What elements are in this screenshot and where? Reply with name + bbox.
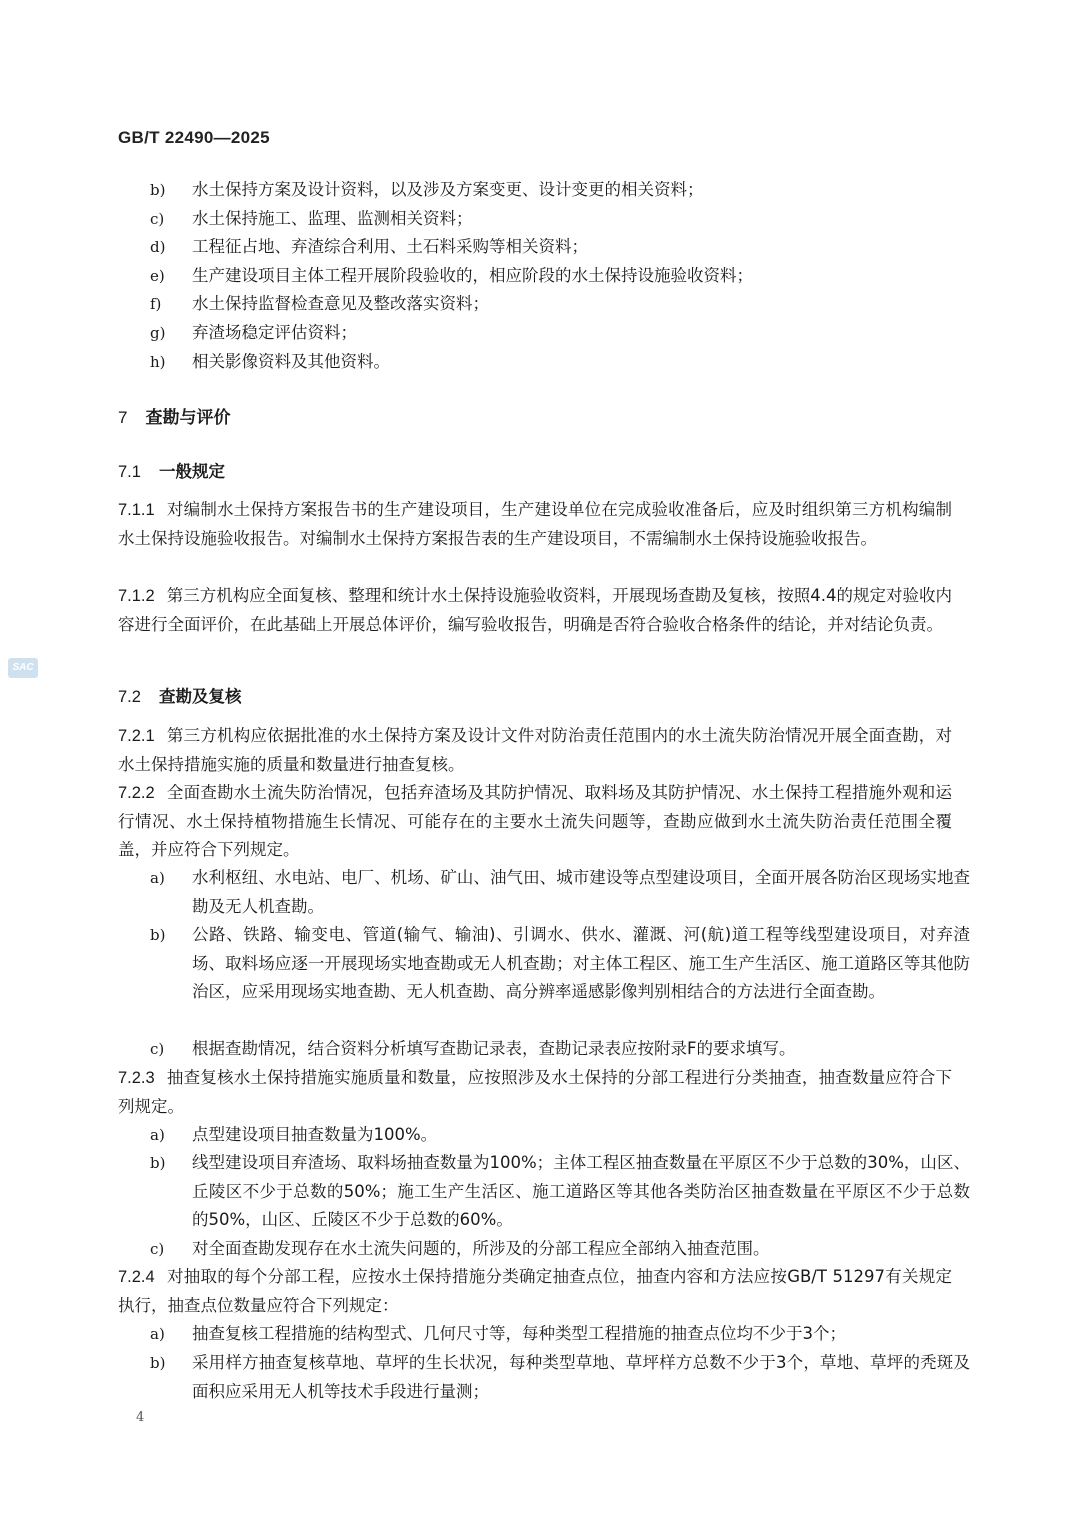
clause-7-2-4: 7.2.4 对抽取的每个分部工程，应按水土保持措施分类确定抽查点位，抽查内容和方法应按GB/T 51297有关规定执行，抽查点位数量应符合下列规定： [118,1267,952,1315]
clause-7-1-2: 7.1.2 第三方机构应全面复核、整理和统计水土保持设施验收资料，开展现场查勘及复核，按照4.4的规定对验收内容进行全面评价，在此基础上开展总体评价，编写验收报告，明确是否符合验收合格条件的结论，并对结论负责。 [118,586,952,634]
list-item: b) 线型建设项目弃渣场、取料场抽查数量为100%；主体工程区抽查数量在平原区不少于总数的30%，山区、丘陵区不少于总数的50%；施工生产生活区、施工道路区等其他各类防治区抽查数量在平原区不少于总数的50%，山区、丘陵区不少于总数的60%。 [150,1153,970,1230]
sac-watermark-logo: SAC [8,658,38,678]
clause-7-2-1: 7.2.1 第三方机构应依据批准的水土保持方案及设计文件对防治责任范围内的水土流失防治情况开展全面查勘，对水土保持措施实施的质量和数量进行抽查复核。 [118,726,952,774]
list-item: f) 水土保持监督检查意见及整改落实资料； [150,294,489,314]
list-item: h) 相关影像资料及其他资料。 [150,351,390,371]
section-heading-7-2: 7.2 查勘及复核 [118,687,242,706]
section-heading-7: 7 查勘与评价 [118,408,231,428]
clause-7-1-1: 7.1.1 对编制水土保持方案报告书的生产建设项目，生产建设单位在完成验收准备后，应及时组织第三方机构编制水土保持设施验收报告。对编制水土保持方案报告表的生产建设项目，不需编制水土保持设施验收报告。 [118,500,952,548]
clause-7-2-3: 7.2.3 抽查复核水土保持措施实施质量和数量，应按照涉及水土保持的分部工程进行分类抽查，抽查数量应符合下列规定。 [118,1068,952,1116]
list-item: c) 水土保持施工、监理、监测相关资料； [150,208,473,228]
list-item: b) 水土保持方案及设计资料，以及涉及方案变更、设计变更的相关资料； [150,180,704,199]
list-item: b) 公路、铁路、输变电、管道(输气、输油)、引调水、供水、灌溉、河(航)道工程等线型建设项目，对弃渣场、取料场应逐一开展现场实地查勘或无人机查勘；对主体工程区、施工生产生活区、施工道路区等其他防治区，应采用现场实地查勘、无人机查勘、高分辨率遥感影像判别相结合的方法进行全面查勘。 [150,925,970,1002]
clause-7-2-2: 7.2.2 全面查勘水土流失防治情况，包括弃渣场及其防护情况、取料场及其防护情况、水土保持工程措施外观和运行情况、水土保持植物措施生长情况、可能存在的主要水土流失问题等，查勘应做到水土流失防治责任范围全覆盖，并应符合下列规定。 [118,783,952,860]
list-item: b) 采用样方抽查复核草地、草坪的生长状况，每种类型草地、草坪样方总数不少于3个，草地、草坪的秃斑及面积应采用无人机等技术手段进行量测； [150,1353,970,1401]
material-list [150,176,970,376]
list-item: c) 根据查勘情况，结合资料分析填写查勘记录表，查勘记录表应按附录F的要求填写。 [150,1039,796,1058]
list-item: a) 水利枢纽、水电站、电厂、机场、矿山、油气田、城市建设等点型建设项目，全面开展各防治区现场实地查勘及无人机查勘。 [150,868,970,916]
list-item: e) 生产建设项目主体工程开展阶段验收的，相应阶段的水土保持设施验收资料； [150,265,753,285]
list-item: a) 点型建设项目抽查数量为100%。 [150,1125,438,1144]
standard-code: GB/T 22490—2025 [118,128,270,147]
list-item: c) 对全面查勘发现存在水土流失问题的，所涉及的分部工程应全部纳入抽查范围。 [150,1239,770,1258]
list-item: g) 弃渣场稳定评估资料； [150,322,357,342]
list-item: a) 抽查复核工程措施的结构型式、几何尺寸等，每种类型工程措施的抽查点位均不少于3个； [150,1324,846,1343]
section-heading-7-1: 7.1 一般规定 [118,462,225,481]
list-item: d) 工程征占地、弃渣综合利用、土石料采购等相关资料； [150,237,588,257]
page-number: 4 [136,1410,145,1425]
